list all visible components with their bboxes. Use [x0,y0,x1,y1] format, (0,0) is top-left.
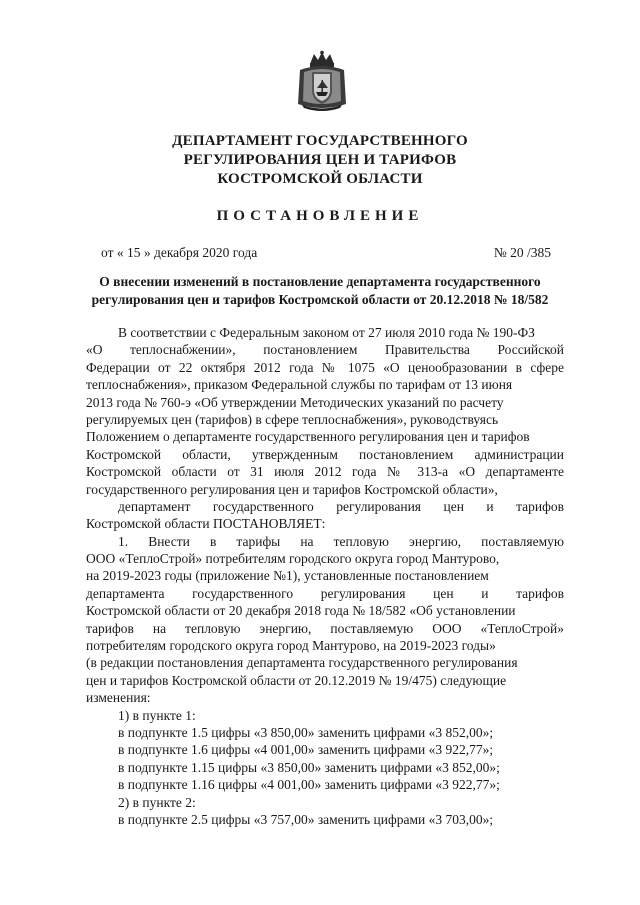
department-name [0,132,640,189]
department-name-line: КОСТРОМСКОЙ ОБЛАСТИ [217,171,423,187]
body-line: в подпункте 1.5 цифры «3 850,00» заменить цифрами «3 852,00»; [118,724,494,740]
body-line: Костромской области от 20 декабря 2018 года № 18/582 «Об установлении [86,603,516,619]
decree-date: от « 15 » декабря 2020 года [101,245,258,260]
body-line: 2013 года № 760-э «Об утверждении Методических указаний по расчету [86,394,504,410]
department-name-line: РЕГУЛИРОВАНИЯ ЦЕН И ТАРИФОВ [183,152,457,168]
body-line: в подпункте 1.6 цифры «4 001,00» заменить цифрами «3 922,77»; [118,742,494,758]
body-line: (в редакции постановления департамента государственного регулирования [86,655,518,671]
body-line: в подпункте 1.16 цифры «4 001,00» заменить цифрами «3 922,77»; [118,777,500,793]
body-line: Федерации от 22 октября 2012 года № 1075 «О ценообразовании в сфере [86,359,564,375]
coat-of-arms-emblem [296,50,348,112]
decree-title: ПОСТАНОВЛЕНИЕ [216,208,424,224]
body-line: 1) в пункте 1: [118,707,196,723]
body-line: 1. Внести в тарифы на тепловую энергию, поставляемую [118,533,564,549]
decree-body [86,324,564,828]
subject-line: регулирования цен и тарифов Костромской области от 20.12.2018 № 18/582 [91,292,549,307]
body-line: тарифов на тепловую энергию, поставляемую ООО «ТеплоСтрой» [86,620,564,636]
body-line: «О теплоснабжении», постановлением Правительства Российской [86,342,564,358]
decree-number: № 20 /385 [493,245,551,260]
body-line: Костромской области ПОСТАНОВЛЯЕТ: [86,516,326,532]
body-line: 2) в пункте 2: [118,794,196,810]
body-line: в подпункте 1.15 цифры «3 850,00» заменить цифрами «3 852,00»; [118,759,500,775]
subject-line: О внесении изменений в постановление департамента государственного [99,274,541,289]
department-name-line: ДЕПАРТАМЕНТ ГОСУДАРСТВЕННОГО [172,133,468,149]
body-line: ООО «ТеплоСтрой» потребителям городского округа город Мантурово, [86,551,500,567]
body-line: изменения: [86,690,151,706]
decree-subject [60,273,580,309]
body-line: государственного регулирования цен и тарифов Костромской области», [86,481,498,497]
body-line: потребителям городского округа город Мантурово, на 2019-2023 годы» [86,638,496,654]
body-line: департамента государственного регулирования цен и тарифов [86,585,564,601]
body-line: регулируемых цен (тарифов) в сфере теплоснабжения», руководствуясь [86,411,499,427]
body-line: В соответствии с Федеральным законом от 27 июля 2010 года № 190-ФЗ [118,325,535,340]
body-line: Костромской области, утвержденным постановлением администрации [86,446,564,462]
body-line: Положением о департаменте государственного регулирования цен и тарифов [86,429,530,445]
body-line: Костромской области от 31 июля 2012 года № 313-а «О департаменте [86,464,564,480]
body-line: в подпункте 2.5 цифры «3 757,00» заменить цифрами «3 703,00»; [118,811,494,827]
body-line: теплоснабжения», приказом Федеральной службы по тарифам от 13 июня [86,377,513,393]
body-line: департамент государственного регулирования цен и тарифов [118,498,564,514]
body-line: на 2019-2023 годы (приложение №1), установленные постановлением [86,568,489,584]
body-line: цен и тарифов Костромской области от 20.12.2019 № 19/475) следующие [86,672,507,688]
